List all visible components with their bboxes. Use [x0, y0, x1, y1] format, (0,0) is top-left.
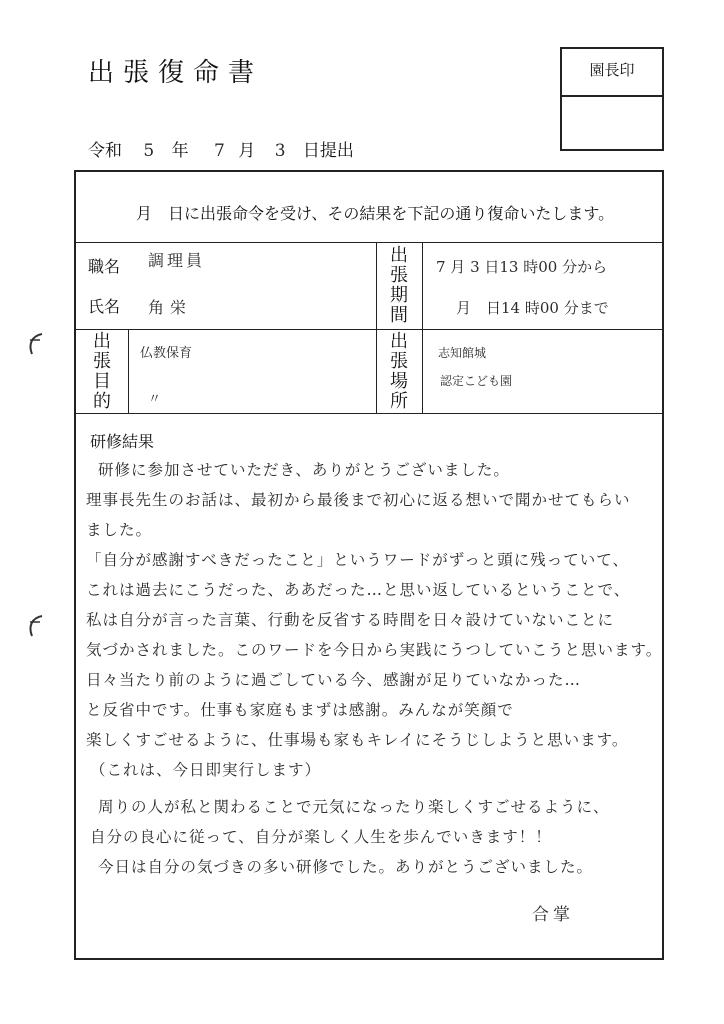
job-title-value: 調理員 — [148, 251, 206, 270]
result-line: と反省中です。仕事も家庭もまずは感謝。みんなが笑顔で — [86, 701, 514, 719]
result-line: 理事長先生のお話は、最初から最後まで初心に返る想いで聞かせてもらい — [86, 491, 631, 509]
hole-punch-mark — [24, 330, 46, 366]
form-rule — [76, 413, 662, 414]
result-line: 日々当たり前のように過ごしている今、感謝が足りていなかった… — [86, 671, 582, 689]
place-value-2: 認定こども園 — [440, 374, 513, 388]
date-day: 3 — [274, 141, 286, 161]
date-year: 5 — [143, 141, 155, 161]
date-month-unit: 月 — [238, 141, 256, 161]
date-year-unit: 年 — [171, 141, 189, 161]
results-heading: 研修結果 — [90, 432, 155, 451]
result-line: 私は自分が言った言葉、行動を反省する時間を日々設けていないことに — [86, 611, 615, 629]
form-rule — [128, 329, 129, 413]
purpose-label: 出張目的 — [93, 331, 111, 412]
date-month: 7 — [214, 141, 225, 161]
result-line: 「自分が感謝すべきだったこと」というワードがずっと頭に残っていて、 — [86, 551, 629, 569]
purpose-value: 仏教保育 — [140, 346, 193, 361]
hole-punch-mark — [24, 612, 46, 648]
purpose-mark: 〃 — [148, 392, 162, 407]
period-to: 月 日14 時00 分まで — [456, 299, 609, 317]
instruction-text: 月 日に出張命令を受け、その結果を下記の通り復命いたします。 — [136, 204, 615, 223]
form-rule — [376, 242, 377, 413]
job-title-label: 職名 — [88, 257, 121, 276]
form-rule — [76, 329, 662, 330]
date-era: 令和 — [88, 141, 122, 161]
name-value: 角栄 — [148, 298, 193, 317]
result-line: ました。 — [86, 521, 153, 539]
place-value-1: 志知館城 — [438, 346, 487, 360]
result-line: 気づかされました。このワードを今日から実践にうつしていこうと思います。 — [86, 641, 663, 659]
place-label: 出張場所 — [390, 331, 408, 412]
result-line: （これは、今日即実行します） — [90, 761, 322, 779]
date-day-suffix: 日提出 — [302, 141, 354, 161]
report-form — [74, 170, 664, 960]
stamp-divider — [562, 95, 662, 97]
stamp-label: 園長印 — [589, 61, 635, 79]
name-label: 氏名 — [88, 297, 121, 316]
document-title: 出張復命書 — [88, 58, 264, 88]
result-line: 自分の良心に従って、自分が楽しく人生を歩んでいきます！！ — [90, 828, 552, 846]
result-line: 今日は自分の気づきの多い研修でした。ありがとうございました。 — [98, 858, 594, 876]
result-line: 周りの人が私と関わることで元気になったり楽しくすごせるように、 — [98, 798, 610, 816]
result-line: 研修に参加させていただき、ありがとうございました。 — [98, 461, 510, 479]
result-line: これは過去にこうだった、ああだった…と思い返しているということで、 — [86, 581, 631, 599]
result-line: 楽しくすごせるように、仕事場も家もキレイにそうじしようと思います。 — [86, 731, 629, 749]
form-rule — [422, 242, 423, 413]
period-label: 出張期間 — [390, 245, 408, 326]
closing-gassho: 合掌 — [532, 905, 574, 925]
form-rule — [76, 242, 662, 243]
period-from: 7 月 3 日13 時00 分から — [436, 258, 608, 276]
principal-stamp-box — [560, 47, 664, 151]
submission-date — [88, 136, 354, 161]
